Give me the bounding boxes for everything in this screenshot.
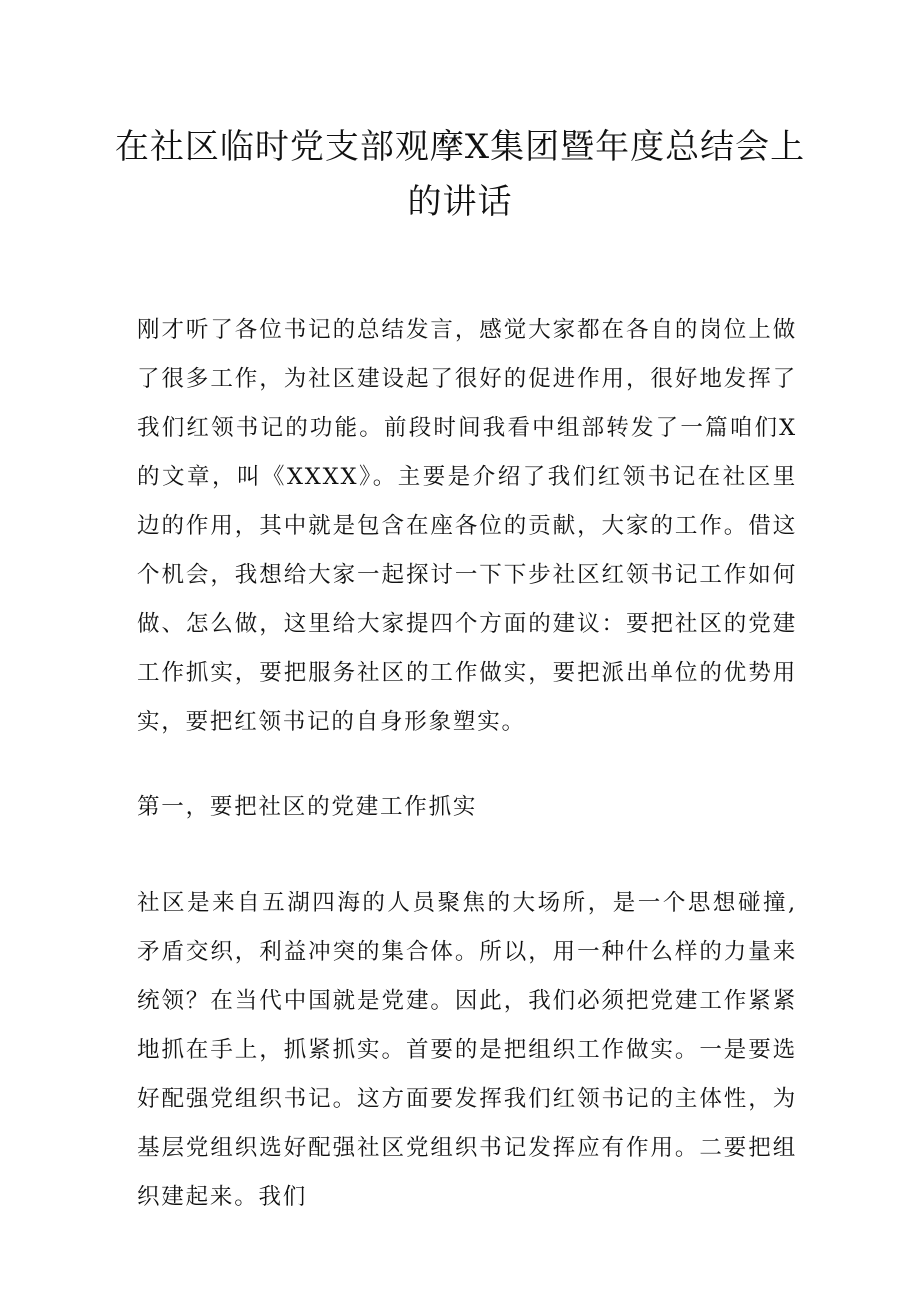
paragraph-intro: 刚才听了各位书记的总结发言，感觉大家都在各自的岗位上做了很多工作，为社区建设起了很好的促进作用，很好地发挥了我们红领书记的功能。前段时间我看中组部转发了一篇咱们X的文章，叫《XXXX》。主要是介绍了我们红领书记在社区里边的作用，其中就是包含在座各位的贡献，大家的工作。借这个机会，我想给大家一起探讨一下下步社区红领书记工作如何做、怎么做，这里给大家提四个方面的建议：要把社区的党建工作抓实，要把服务社区的工作做实，要把派出单位的优势用实，要把红领书记的自身形象塑实。: [137, 317, 797, 735]
paragraph-section-1: 社区是来自五湖四海的人员聚焦的大场所，是一个思想碰撞,矛盾交织，利益冲突的集合体。所以，用一种什么样的力量来统领？在当代中国就是党建。因此，我们必须把党建工作紧紧地抓在手上，抓紧抓实。首要的是把组织工作做实。一是要选好配强党组织书记。这方面要发挥我们红领书记的主体性，为基层党组织选好配强社区党组织书记发挥应有作用。二要把组织建起来。我们: [137, 890, 797, 1210]
section-heading-1: 第一，要把社区的党建工作抓实: [137, 794, 478, 820]
document-title: 在社区临时党支部观摩X集团暨年度总结会上的讲话: [114, 127, 806, 222]
